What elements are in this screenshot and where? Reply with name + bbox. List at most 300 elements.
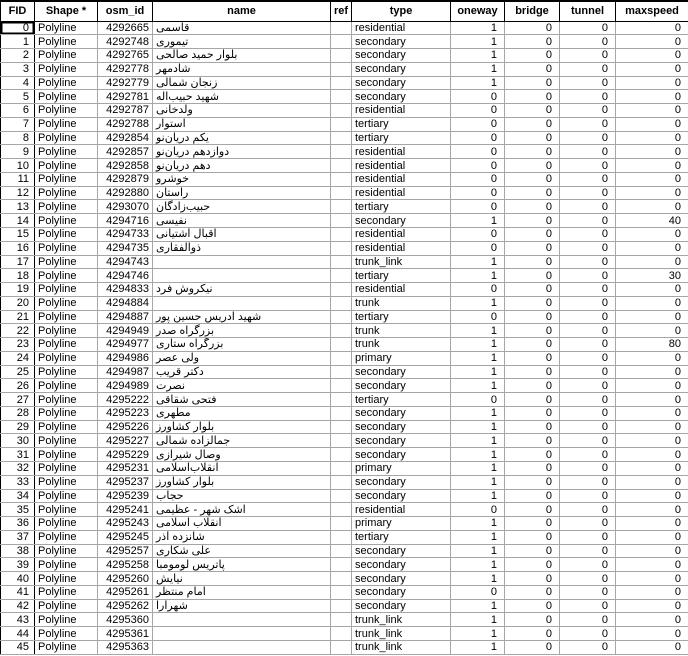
cell-shape[interactable]: Polyline: [35, 475, 98, 489]
cell-oneway[interactable]: 0: [451, 241, 505, 255]
cell-tunnel[interactable]: 0: [560, 255, 616, 269]
cell-shape[interactable]: Polyline: [35, 351, 98, 365]
cell-fid[interactable]: 11: [1, 172, 35, 186]
cell-type[interactable]: secondary: [352, 90, 451, 104]
cell-ref[interactable]: [331, 283, 352, 297]
cell-fid[interactable]: 4: [1, 76, 35, 90]
cell-osm_id[interactable]: 4294949: [98, 324, 153, 338]
cell-tunnel[interactable]: 0: [560, 117, 616, 131]
cell-osm_id[interactable]: 4294746: [98, 269, 153, 283]
cell-ref[interactable]: [331, 558, 352, 572]
cell-oneway[interactable]: 0: [451, 145, 505, 159]
cell-maxspeed[interactable]: 0: [616, 503, 688, 517]
cell-fid[interactable]: 33: [1, 475, 35, 489]
cell-type[interactable]: secondary: [352, 379, 451, 393]
cell-ref[interactable]: [331, 104, 352, 118]
cell-oneway[interactable]: 0: [451, 503, 505, 517]
cell-name[interactable]: ولدخانی: [153, 104, 331, 118]
cell-fid[interactable]: 6: [1, 104, 35, 118]
cell-shape[interactable]: Polyline: [35, 104, 98, 118]
cell-fid[interactable]: 44: [1, 627, 35, 641]
cell-type[interactable]: secondary: [352, 599, 451, 613]
cell-ref[interactable]: [331, 462, 352, 476]
cell-bridge[interactable]: 0: [505, 310, 560, 324]
cell-type[interactable]: residential: [352, 172, 451, 186]
cell-bridge[interactable]: 0: [505, 489, 560, 503]
cell-oneway[interactable]: 1: [451, 420, 505, 434]
cell-type[interactable]: tertiary: [352, 530, 451, 544]
cell-bridge[interactable]: 0: [505, 186, 560, 200]
cell-osm_id[interactable]: 4295226: [98, 420, 153, 434]
cell-ref[interactable]: [331, 90, 352, 104]
cell-fid[interactable]: 21: [1, 310, 35, 324]
cell-fid[interactable]: 38: [1, 544, 35, 558]
cell-name[interactable]: شانزده آذر: [153, 530, 331, 544]
cell-tunnel[interactable]: 0: [560, 49, 616, 63]
cell-bridge[interactable]: 0: [505, 117, 560, 131]
cell-type[interactable]: secondary: [352, 49, 451, 63]
cell-ref[interactable]: [331, 255, 352, 269]
cell-name[interactable]: [153, 255, 331, 269]
cell-maxspeed[interactable]: 0: [616, 489, 688, 503]
cell-ref[interactable]: [331, 613, 352, 627]
cell-fid[interactable]: 18: [1, 269, 35, 283]
cell-bridge[interactable]: 0: [505, 227, 560, 241]
cell-type[interactable]: trunk_link: [352, 627, 451, 641]
cell-shape[interactable]: Polyline: [35, 585, 98, 599]
cell-name[interactable]: دهم دریان‌نو: [153, 159, 331, 173]
cell-shape[interactable]: Polyline: [35, 200, 98, 214]
cell-shape[interactable]: Polyline: [35, 599, 98, 613]
cell-oneway[interactable]: 1: [451, 613, 505, 627]
cell-oneway[interactable]: 0: [451, 90, 505, 104]
cell-maxspeed[interactable]: 0: [616, 227, 688, 241]
cell-shape[interactable]: Polyline: [35, 503, 98, 517]
cell-ref[interactable]: [331, 186, 352, 200]
cell-maxspeed[interactable]: 0: [616, 640, 688, 654]
cell-tunnel[interactable]: 0: [560, 351, 616, 365]
cell-fid[interactable]: 5: [1, 90, 35, 104]
cell-fid[interactable]: 8: [1, 131, 35, 145]
cell-maxspeed[interactable]: 0: [616, 572, 688, 586]
cell-fid[interactable]: 28: [1, 406, 35, 420]
cell-tunnel[interactable]: 0: [560, 338, 616, 352]
cell-osm_id[interactable]: 4295245: [98, 530, 153, 544]
cell-shape[interactable]: Polyline: [35, 21, 98, 35]
cell-name[interactable]: شهید ادریس حسین پور: [153, 310, 331, 324]
cell-osm_id[interactable]: 4294887: [98, 310, 153, 324]
cell-name[interactable]: شهرآرا: [153, 599, 331, 613]
cell-tunnel[interactable]: 0: [560, 420, 616, 434]
cell-type[interactable]: tertiary: [352, 131, 451, 145]
cell-maxspeed[interactable]: 0: [616, 530, 688, 544]
cell-tunnel[interactable]: 0: [560, 241, 616, 255]
cell-tunnel[interactable]: 0: [560, 269, 616, 283]
cell-oneway[interactable]: 1: [451, 517, 505, 531]
cell-bridge[interactable]: 0: [505, 351, 560, 365]
cell-name[interactable]: نصرت: [153, 379, 331, 393]
cell-osm_id[interactable]: 4295229: [98, 448, 153, 462]
cell-bridge[interactable]: 0: [505, 35, 560, 49]
cell-type[interactable]: trunk_link: [352, 640, 451, 654]
cell-shape[interactable]: Polyline: [35, 241, 98, 255]
cell-oneway[interactable]: 1: [451, 296, 505, 310]
cell-osm_id[interactable]: 4294986: [98, 351, 153, 365]
cell-shape[interactable]: Polyline: [35, 420, 98, 434]
cell-bridge[interactable]: 0: [505, 90, 560, 104]
cell-maxspeed[interactable]: 0: [616, 406, 688, 420]
cell-ref[interactable]: [331, 640, 352, 654]
cell-maxspeed[interactable]: 0: [616, 365, 688, 379]
cell-ref[interactable]: [331, 599, 352, 613]
cell-oneway[interactable]: 1: [451, 21, 505, 35]
cell-bridge[interactable]: 0: [505, 214, 560, 228]
cell-maxspeed[interactable]: 0: [616, 585, 688, 599]
cell-tunnel[interactable]: 0: [560, 104, 616, 118]
cell-tunnel[interactable]: 0: [560, 172, 616, 186]
cell-osm_id[interactable]: 4292857: [98, 145, 153, 159]
cell-bridge[interactable]: 0: [505, 613, 560, 627]
cell-name[interactable]: بزرگراه ستاری: [153, 338, 331, 352]
cell-ref[interactable]: [331, 585, 352, 599]
cell-type[interactable]: trunk_link: [352, 613, 451, 627]
cell-osm_id[interactable]: 4292779: [98, 76, 153, 90]
cell-maxspeed[interactable]: 0: [616, 310, 688, 324]
column-header-tunnel[interactable]: tunnel: [560, 1, 616, 21]
cell-name[interactable]: بزرگراه صدر: [153, 324, 331, 338]
column-header-oneway[interactable]: oneway: [451, 1, 505, 21]
column-header-type[interactable]: type: [352, 1, 451, 21]
cell-shape[interactable]: Polyline: [35, 145, 98, 159]
cell-ref[interactable]: [331, 475, 352, 489]
cell-oneway[interactable]: 1: [451, 35, 505, 49]
cell-tunnel[interactable]: 0: [560, 145, 616, 159]
cell-ref[interactable]: [331, 76, 352, 90]
cell-tunnel[interactable]: 0: [560, 35, 616, 49]
cell-osm_id[interactable]: 4292879: [98, 172, 153, 186]
cell-osm_id[interactable]: 4295237: [98, 475, 153, 489]
cell-name[interactable]: نیکروش فرد: [153, 283, 331, 297]
cell-name[interactable]: وصال شیرازی: [153, 448, 331, 462]
cell-fid[interactable]: 32: [1, 462, 35, 476]
cell-fid[interactable]: 9: [1, 145, 35, 159]
cell-bridge[interactable]: 0: [505, 379, 560, 393]
cell-bridge[interactable]: 0: [505, 21, 560, 35]
cell-oneway[interactable]: 1: [451, 351, 505, 365]
cell-bridge[interactable]: 0: [505, 406, 560, 420]
cell-type[interactable]: residential: [352, 104, 451, 118]
cell-ref[interactable]: [331, 627, 352, 641]
cell-oneway[interactable]: 1: [451, 338, 505, 352]
cell-oneway[interactable]: 1: [451, 640, 505, 654]
cell-fid[interactable]: 29: [1, 420, 35, 434]
cell-shape[interactable]: Polyline: [35, 572, 98, 586]
cell-fid[interactable]: 10: [1, 159, 35, 173]
cell-name[interactable]: حبیب‌زادگان: [153, 200, 331, 214]
cell-osm_id[interactable]: 4294977: [98, 338, 153, 352]
cell-fid[interactable]: 42: [1, 599, 35, 613]
cell-fid[interactable]: 37: [1, 530, 35, 544]
cell-osm_id[interactable]: 4294735: [98, 241, 153, 255]
cell-maxspeed[interactable]: 0: [616, 172, 688, 186]
cell-name[interactable]: اشک شهر - عظیمی: [153, 503, 331, 517]
cell-type[interactable]: trunk_link: [352, 255, 451, 269]
cell-osm_id[interactable]: 4294987: [98, 365, 153, 379]
cell-tunnel[interactable]: 0: [560, 406, 616, 420]
cell-bridge[interactable]: 0: [505, 530, 560, 544]
cell-osm_id[interactable]: 4295227: [98, 434, 153, 448]
cell-tunnel[interactable]: 0: [560, 434, 616, 448]
cell-oneway[interactable]: 1: [451, 530, 505, 544]
cell-maxspeed[interactable]: 30: [616, 269, 688, 283]
cell-ref[interactable]: [331, 200, 352, 214]
cell-shape[interactable]: Polyline: [35, 324, 98, 338]
cell-bridge[interactable]: 0: [505, 49, 560, 63]
cell-name[interactable]: انقلاب‌اسلامی: [153, 462, 331, 476]
cell-oneway[interactable]: 0: [451, 283, 505, 297]
cell-maxspeed[interactable]: 0: [616, 186, 688, 200]
cell-maxspeed[interactable]: 0: [616, 117, 688, 131]
cell-shape[interactable]: Polyline: [35, 640, 98, 654]
cell-oneway[interactable]: 1: [451, 214, 505, 228]
cell-osm_id[interactable]: 4293070: [98, 200, 153, 214]
cell-osm_id[interactable]: 4294716: [98, 214, 153, 228]
cell-type[interactable]: secondary: [352, 62, 451, 76]
cell-tunnel[interactable]: 0: [560, 627, 616, 641]
cell-maxspeed[interactable]: 0: [616, 283, 688, 297]
cell-oneway[interactable]: 1: [451, 406, 505, 420]
cell-type[interactable]: secondary: [352, 76, 451, 90]
cell-shape[interactable]: Polyline: [35, 283, 98, 297]
cell-bridge[interactable]: 0: [505, 324, 560, 338]
cell-maxspeed[interactable]: 0: [616, 393, 688, 407]
cell-shape[interactable]: Polyline: [35, 448, 98, 462]
cell-tunnel[interactable]: 0: [560, 186, 616, 200]
cell-maxspeed[interactable]: 0: [616, 544, 688, 558]
cell-maxspeed[interactable]: 0: [616, 448, 688, 462]
cell-maxspeed[interactable]: 0: [616, 62, 688, 76]
cell-bridge[interactable]: 0: [505, 434, 560, 448]
cell-type[interactable]: trunk: [352, 338, 451, 352]
cell-tunnel[interactable]: 0: [560, 393, 616, 407]
cell-type[interactable]: tertiary: [352, 200, 451, 214]
column-header-ref[interactable]: ref: [331, 1, 352, 21]
cell-bridge[interactable]: 0: [505, 255, 560, 269]
cell-oneway[interactable]: 0: [451, 131, 505, 145]
cell-fid[interactable]: 3: [1, 62, 35, 76]
cell-oneway[interactable]: 0: [451, 172, 505, 186]
cell-ref[interactable]: [331, 21, 352, 35]
cell-oneway[interactable]: 0: [451, 186, 505, 200]
cell-osm_id[interactable]: 4295257: [98, 544, 153, 558]
cell-bridge[interactable]: 0: [505, 283, 560, 297]
cell-ref[interactable]: [331, 338, 352, 352]
cell-ref[interactable]: [331, 241, 352, 255]
cell-type[interactable]: trunk: [352, 324, 451, 338]
cell-oneway[interactable]: 1: [451, 599, 505, 613]
cell-fid[interactable]: 1: [1, 35, 35, 49]
cell-name[interactable]: حجاب: [153, 489, 331, 503]
cell-maxspeed[interactable]: 0: [616, 159, 688, 173]
cell-name[interactable]: بلوار کشاورز: [153, 420, 331, 434]
cell-tunnel[interactable]: 0: [560, 200, 616, 214]
cell-ref[interactable]: [331, 448, 352, 462]
cell-ref[interactable]: [331, 406, 352, 420]
cell-fid[interactable]: 35: [1, 503, 35, 517]
column-header-bridge[interactable]: bridge: [505, 1, 560, 21]
cell-tunnel[interactable]: 0: [560, 227, 616, 241]
cell-shape[interactable]: Polyline: [35, 393, 98, 407]
cell-name[interactable]: مطهری: [153, 406, 331, 420]
cell-shape[interactable]: Polyline: [35, 544, 98, 558]
cell-bridge[interactable]: 0: [505, 558, 560, 572]
cell-fid[interactable]: 19: [1, 283, 35, 297]
cell-shape[interactable]: Polyline: [35, 214, 98, 228]
cell-shape[interactable]: Polyline: [35, 227, 98, 241]
cell-name[interactable]: فتحی شقاقی: [153, 393, 331, 407]
cell-shape[interactable]: Polyline: [35, 49, 98, 63]
cell-oneway[interactable]: 1: [451, 544, 505, 558]
cell-type[interactable]: residential: [352, 159, 451, 173]
cell-maxspeed[interactable]: 0: [616, 255, 688, 269]
cell-bridge[interactable]: 0: [505, 241, 560, 255]
cell-ref[interactable]: [331, 310, 352, 324]
cell-tunnel[interactable]: 0: [560, 214, 616, 228]
cell-type[interactable]: secondary: [352, 489, 451, 503]
cell-oneway[interactable]: 0: [451, 393, 505, 407]
cell-bridge[interactable]: 0: [505, 365, 560, 379]
cell-osm_id[interactable]: 4295231: [98, 462, 153, 476]
cell-oneway[interactable]: 0: [451, 117, 505, 131]
cell-name[interactable]: نفیسی: [153, 214, 331, 228]
cell-ref[interactable]: [331, 296, 352, 310]
cell-tunnel[interactable]: 0: [560, 379, 616, 393]
cell-osm_id[interactable]: 4292781: [98, 90, 153, 104]
cell-maxspeed[interactable]: 0: [616, 434, 688, 448]
cell-maxspeed[interactable]: 0: [616, 76, 688, 90]
cell-tunnel[interactable]: 0: [560, 131, 616, 145]
column-header-fid[interactable]: FID: [1, 1, 35, 21]
cell-maxspeed[interactable]: 0: [616, 90, 688, 104]
cell-oneway[interactable]: 0: [451, 159, 505, 173]
cell-maxspeed[interactable]: 80: [616, 338, 688, 352]
cell-type[interactable]: secondary: [352, 214, 451, 228]
cell-fid[interactable]: 20: [1, 296, 35, 310]
cell-osm_id[interactable]: 4292854: [98, 131, 153, 145]
cell-maxspeed[interactable]: 0: [616, 21, 688, 35]
cell-tunnel[interactable]: 0: [560, 530, 616, 544]
cell-fid[interactable]: 24: [1, 351, 35, 365]
cell-fid[interactable]: 34: [1, 489, 35, 503]
cell-tunnel[interactable]: 0: [560, 585, 616, 599]
cell-maxspeed[interactable]: 0: [616, 324, 688, 338]
cell-type[interactable]: tertiary: [352, 393, 451, 407]
cell-ref[interactable]: [331, 131, 352, 145]
cell-tunnel[interactable]: 0: [560, 90, 616, 104]
cell-bridge[interactable]: 0: [505, 159, 560, 173]
cell-name[interactable]: استوار: [153, 117, 331, 131]
cell-bridge[interactable]: 0: [505, 338, 560, 352]
cell-type[interactable]: secondary: [352, 406, 451, 420]
cell-shape[interactable]: Polyline: [35, 379, 98, 393]
cell-bridge[interactable]: 0: [505, 448, 560, 462]
cell-osm_id[interactable]: 4292765: [98, 49, 153, 63]
cell-tunnel[interactable]: 0: [560, 448, 616, 462]
selected-cell-fid[interactable]: 0: [1, 21, 35, 35]
cell-tunnel[interactable]: 0: [560, 572, 616, 586]
cell-name[interactable]: تیموری: [153, 35, 331, 49]
cell-tunnel[interactable]: 0: [560, 76, 616, 90]
cell-shape[interactable]: Polyline: [35, 489, 98, 503]
cell-oneway[interactable]: 1: [451, 475, 505, 489]
cell-osm_id[interactable]: 4295363: [98, 640, 153, 654]
cell-fid[interactable]: 12: [1, 186, 35, 200]
cell-bridge[interactable]: 0: [505, 200, 560, 214]
cell-ref[interactable]: [331, 393, 352, 407]
cell-type[interactable]: primary: [352, 351, 451, 365]
cell-maxspeed[interactable]: 0: [616, 420, 688, 434]
cell-tunnel[interactable]: 0: [560, 462, 616, 476]
cell-shape[interactable]: Polyline: [35, 406, 98, 420]
cell-type[interactable]: residential: [352, 186, 451, 200]
cell-osm_id[interactable]: 4292665: [98, 21, 153, 35]
cell-type[interactable]: secondary: [352, 420, 451, 434]
cell-name[interactable]: [153, 296, 331, 310]
cell-fid[interactable]: 2: [1, 49, 35, 63]
cell-maxspeed[interactable]: 0: [616, 145, 688, 159]
cell-maxspeed[interactable]: 0: [616, 379, 688, 393]
cell-type[interactable]: secondary: [352, 572, 451, 586]
cell-bridge[interactable]: 0: [505, 544, 560, 558]
cell-fid[interactable]: 23: [1, 338, 35, 352]
cell-ref[interactable]: [331, 517, 352, 531]
cell-shape[interactable]: Polyline: [35, 365, 98, 379]
cell-maxspeed[interactable]: 0: [616, 49, 688, 63]
cell-fid[interactable]: 26: [1, 379, 35, 393]
cell-fid[interactable]: 7: [1, 117, 35, 131]
cell-bridge[interactable]: 0: [505, 640, 560, 654]
cell-type[interactable]: residential: [352, 145, 451, 159]
cell-tunnel[interactable]: 0: [560, 365, 616, 379]
cell-type[interactable]: secondary: [352, 544, 451, 558]
cell-name[interactable]: قاسمی: [153, 21, 331, 35]
cell-shape[interactable]: Polyline: [35, 131, 98, 145]
cell-osm_id[interactable]: 4294743: [98, 255, 153, 269]
cell-bridge[interactable]: 0: [505, 627, 560, 641]
cell-bridge[interactable]: 0: [505, 76, 560, 90]
cell-name[interactable]: شهید حبیب‌اله: [153, 90, 331, 104]
cell-shape[interactable]: Polyline: [35, 172, 98, 186]
cell-name[interactable]: ذوالفقاری: [153, 241, 331, 255]
cell-bridge[interactable]: 0: [505, 420, 560, 434]
cell-maxspeed[interactable]: 0: [616, 599, 688, 613]
cell-maxspeed[interactable]: 0: [616, 35, 688, 49]
cell-ref[interactable]: [331, 172, 352, 186]
cell-maxspeed[interactable]: 0: [616, 627, 688, 641]
cell-shape[interactable]: Polyline: [35, 627, 98, 641]
cell-osm_id[interactable]: 4295260: [98, 572, 153, 586]
cell-ref[interactable]: [331, 489, 352, 503]
cell-maxspeed[interactable]: 0: [616, 475, 688, 489]
cell-name[interactable]: امام منتظر: [153, 585, 331, 599]
cell-type[interactable]: secondary: [352, 558, 451, 572]
cell-fid[interactable]: 31: [1, 448, 35, 462]
cell-bridge[interactable]: 0: [505, 393, 560, 407]
cell-ref[interactable]: [331, 159, 352, 173]
cell-shape[interactable]: Polyline: [35, 434, 98, 448]
cell-shape[interactable]: Polyline: [35, 310, 98, 324]
cell-bridge[interactable]: 0: [505, 104, 560, 118]
